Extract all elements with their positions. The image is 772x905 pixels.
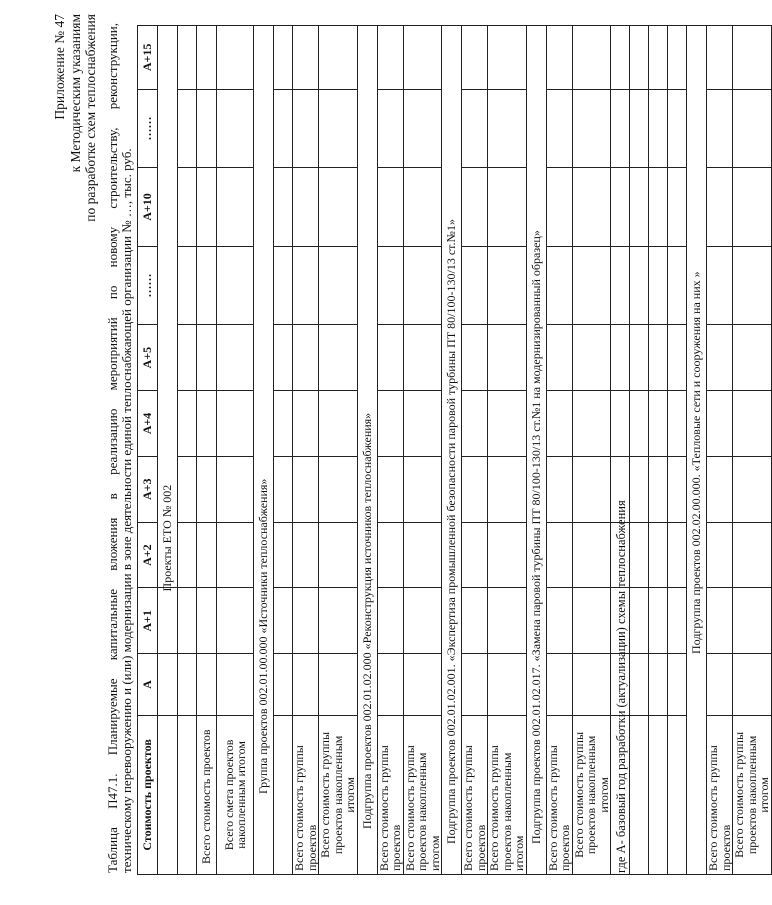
empty-cell — [572, 654, 611, 716]
col-header-ellipsis-1: …… — [138, 246, 158, 325]
investment-table — [137, 25, 772, 875]
empty-cell — [546, 456, 572, 522]
empty-cell — [377, 654, 403, 716]
section-row — [158, 26, 178, 875]
empty-cell — [377, 391, 403, 457]
table-row — [649, 26, 668, 875]
empty-cell — [668, 89, 687, 168]
empty-cell — [733, 588, 772, 654]
empty-cell — [403, 588, 442, 654]
empty-cell — [217, 168, 254, 247]
empty-cell — [274, 522, 293, 588]
empty-cell — [630, 456, 649, 522]
empty-cell — [611, 391, 630, 457]
table-row — [707, 26, 733, 875]
empty-cell — [197, 456, 217, 522]
empty-cell — [293, 26, 319, 90]
empty-cell — [403, 522, 442, 588]
col-header-a: А — [138, 654, 158, 716]
empty-cell — [178, 391, 197, 457]
empty-cell — [462, 168, 488, 247]
row-label: Всего стоимость группы проектов — [546, 715, 572, 874]
empty-cell — [403, 246, 442, 325]
empty-cell — [707, 391, 733, 457]
col-header-a2: А+2 — [138, 522, 158, 588]
empty-cell — [546, 391, 572, 457]
col-header-cost: Стоимость проектов — [138, 715, 158, 874]
section-row — [687, 26, 707, 875]
empty-cell — [668, 456, 687, 522]
empty-cell — [707, 654, 733, 716]
caption-line-1: Таблица П47.1. Планируемые капитальные вложения в реализацию мероприятий по новому строительству, реконструкции, — [105, 23, 120, 873]
empty-cell — [319, 26, 358, 90]
section-eto — [158, 26, 178, 592]
table-row — [630, 26, 649, 875]
empty-cell — [274, 89, 293, 168]
empty-cell — [217, 246, 254, 325]
empty-cell — [178, 89, 197, 168]
empty-cell — [178, 246, 197, 325]
subgroup-001: Подгруппа проектов 002.01.02.001. «Экспертиза промышленной безопасности паровой турбины ПТ 80/100-130/13 ст.№1» — [442, 26, 462, 875]
empty-cell — [546, 168, 572, 247]
empty-cell — [488, 588, 527, 654]
empty-cell — [274, 26, 293, 90]
col-header-a5: А+5 — [138, 325, 158, 391]
empty-cell — [649, 89, 668, 168]
table-row — [377, 26, 403, 875]
empty-cell — [274, 588, 293, 654]
empty-cell — [178, 715, 197, 874]
empty-cell — [274, 325, 293, 391]
subgroup-02: Подгруппа проектов 002.02.00.000. «Тепловые сети и сооружения на них » — [687, 26, 707, 875]
empty-cell — [733, 246, 772, 325]
table-row — [197, 26, 217, 875]
empty-cell — [546, 246, 572, 325]
empty-cell — [197, 26, 217, 90]
empty-cell — [488, 391, 527, 457]
empty-cell — [274, 246, 293, 325]
empty-cell — [403, 325, 442, 391]
empty-cell — [488, 522, 527, 588]
empty-cell — [707, 588, 733, 654]
empty-cell — [649, 654, 668, 716]
empty-cell — [649, 391, 668, 457]
empty-cell — [197, 246, 217, 325]
empty-cell — [733, 654, 772, 716]
empty-cell — [572, 26, 611, 90]
row-label: Всего стоимость группы проектов — [377, 715, 403, 874]
empty-cell — [611, 325, 630, 391]
empty-cell — [178, 654, 197, 716]
empty-cell — [293, 522, 319, 588]
empty-cell — [197, 325, 217, 391]
empty-cell — [630, 89, 649, 168]
empty-cell — [319, 522, 358, 588]
empty-cell — [630, 391, 649, 457]
empty-cell — [158, 715, 178, 874]
empty-cell — [488, 325, 527, 391]
empty-cell — [630, 654, 649, 716]
empty-cell — [319, 588, 358, 654]
empty-cell — [630, 522, 649, 588]
table-row — [319, 26, 358, 875]
empty-cell — [668, 246, 687, 325]
table-row — [546, 26, 572, 875]
table-row — [462, 26, 488, 875]
table-row — [668, 26, 687, 875]
empty-cell — [377, 522, 403, 588]
subgroup-017: Подгруппа проектов 002.01.02.017. «Замена паровой турбины ПТ 80/100-130/13 ст.№1 на модернизированный образец» — [526, 26, 546, 875]
table-row — [217, 26, 254, 875]
empty-cell — [572, 325, 611, 391]
empty-cell — [668, 391, 687, 457]
empty-cell — [611, 246, 630, 325]
empty-cell — [462, 26, 488, 90]
empty-cell — [707, 522, 733, 588]
empty-cell — [630, 246, 649, 325]
empty-cell — [197, 522, 217, 588]
empty-cell — [630, 715, 649, 874]
empty-cell — [293, 654, 319, 716]
empty-cell — [217, 26, 254, 90]
empty-cell — [668, 715, 687, 874]
table-row — [572, 26, 611, 875]
empty-cell — [462, 456, 488, 522]
empty-cell — [274, 456, 293, 522]
empty-cell — [178, 168, 197, 247]
empty-cell — [377, 168, 403, 247]
empty-cell — [649, 588, 668, 654]
empty-cell — [488, 456, 527, 522]
empty-cell — [403, 26, 442, 90]
empty-cell — [319, 456, 358, 522]
empty-cell — [274, 654, 293, 716]
empty-cell — [197, 89, 217, 168]
appendix-ref-1: к Методическим указаниям — [67, 14, 83, 173]
empty-cell — [488, 89, 527, 168]
empty-cell — [733, 522, 772, 588]
row-label: Всего стоимость группы проектов накопленным итогом — [319, 715, 358, 874]
empty-cell — [668, 654, 687, 716]
col-header-a10: А+10 — [138, 168, 158, 247]
table-caption — [106, 23, 134, 873]
empty-cell — [319, 391, 358, 457]
appendix-ref-2: по разработке схем теплоснабжения — [83, 14, 98, 222]
empty-cell — [178, 588, 197, 654]
row-label: Всего стоимость группы проектов накопленным итогом — [572, 715, 611, 874]
empty-cell — [733, 26, 772, 90]
empty-cell — [488, 654, 527, 716]
empty-cell — [611, 168, 630, 247]
table-row — [733, 26, 772, 875]
section-row — [357, 26, 377, 875]
empty-cell — [158, 588, 178, 654]
empty-cell — [293, 588, 319, 654]
empty-cell — [707, 89, 733, 168]
col-header-a3: А+3 — [138, 456, 158, 522]
section-row — [442, 26, 462, 875]
empty-cell — [546, 26, 572, 90]
empty-cell — [293, 391, 319, 457]
empty-cell — [403, 456, 442, 522]
empty-cell — [319, 89, 358, 168]
empty-cell — [668, 26, 687, 90]
appendix-header — [52, 14, 99, 222]
empty-cell — [319, 246, 358, 325]
empty-cell — [197, 168, 217, 247]
row-label: Всего стоимость проектов — [197, 715, 217, 874]
empty-cell — [668, 325, 687, 391]
empty-cell — [572, 391, 611, 457]
empty-cell — [293, 246, 319, 325]
empty-cell — [274, 391, 293, 457]
section-row — [254, 26, 274, 875]
empty-cell — [462, 246, 488, 325]
empty-cell — [630, 168, 649, 247]
empty-cell — [217, 456, 254, 522]
empty-cell — [488, 246, 527, 325]
empty-cell — [668, 588, 687, 654]
empty-cell — [217, 89, 254, 168]
empty-cell — [403, 168, 442, 247]
empty-cell — [649, 246, 668, 325]
empty-cell — [377, 325, 403, 391]
empty-cell — [649, 715, 668, 874]
empty-cell — [217, 391, 254, 457]
row-label: Всего стоимость группы проектов накопленным итогом — [733, 715, 772, 874]
empty-cell — [611, 26, 630, 90]
empty-cell — [572, 456, 611, 522]
empty-cell — [319, 168, 358, 247]
table-row — [178, 26, 197, 875]
empty-cell — [462, 522, 488, 588]
empty-cell — [630, 325, 649, 391]
empty-cell — [707, 26, 733, 90]
empty-cell — [733, 168, 772, 247]
empty-cell — [546, 654, 572, 716]
empty-cell — [546, 588, 572, 654]
row-label: Всего стоимость группы проектов — [293, 715, 319, 874]
row-label: Всего стоимость группы проектов накопленным итогом — [488, 715, 527, 874]
empty-cell — [178, 26, 197, 90]
empty-cell — [217, 522, 254, 588]
empty-cell — [462, 654, 488, 716]
empty-cell — [572, 246, 611, 325]
col-header-a15: А+15 — [138, 26, 158, 90]
empty-cell — [217, 654, 254, 716]
empty-cell — [546, 325, 572, 391]
empty-cell — [733, 89, 772, 168]
caption-line-2: техническому перевооружению и (или) модернизации в зоне деятельности единой теплоснабжающей организации № …, тыс. руб. — [119, 148, 134, 873]
empty-cell — [462, 325, 488, 391]
empty-cell — [572, 522, 611, 588]
empty-cell — [572, 89, 611, 168]
empty-cell — [403, 654, 442, 716]
empty-cell — [274, 168, 293, 247]
empty-cell — [293, 168, 319, 247]
empty-cell — [649, 168, 668, 247]
row-label: Всего стоимость группы проектов накопленным итогом — [403, 715, 442, 874]
empty-cell — [293, 325, 319, 391]
empty-cell — [649, 26, 668, 90]
empty-cell — [293, 456, 319, 522]
table-row — [274, 26, 293, 875]
empty-cell — [572, 588, 611, 654]
empty-cell — [733, 325, 772, 391]
empty-cell — [178, 522, 197, 588]
table-row — [293, 26, 319, 875]
empty-cell — [377, 26, 403, 90]
empty-cell — [462, 391, 488, 457]
empty-cell — [572, 168, 611, 247]
empty-cell — [319, 654, 358, 716]
empty-cell — [377, 246, 403, 325]
empty-cell — [197, 588, 217, 654]
empty-cell — [546, 522, 572, 588]
empty-cell — [319, 325, 358, 391]
empty-cell — [668, 168, 687, 247]
empty-cell — [377, 456, 403, 522]
empty-cell — [611, 89, 630, 168]
col-header-ellipsis-2: …… — [138, 89, 158, 168]
empty-cell — [377, 588, 403, 654]
empty-cell — [707, 456, 733, 522]
empty-cell — [178, 456, 197, 522]
row-label: Всего стоимость группы проектов — [462, 715, 488, 874]
empty-cell — [488, 26, 527, 90]
appendix-number: Приложение № 47 — [52, 14, 67, 120]
empty-cell — [293, 89, 319, 168]
empty-cell — [274, 715, 293, 874]
empty-cell — [649, 456, 668, 522]
empty-cell — [178, 325, 197, 391]
empty-cell — [462, 588, 488, 654]
section-eto-label: Проекты ЕТО № 002 — [160, 484, 175, 592]
empty-cell — [630, 26, 649, 90]
table-row — [403, 26, 442, 875]
subgroup-01-02: Подгруппа проектов 002.01.02.000 «Реконструкция источников теплоснабжения» — [357, 26, 377, 875]
empty-cell — [197, 654, 217, 716]
col-header-a1: А+1 — [138, 588, 158, 654]
row-label: Всего смета проектов накопленным итогом — [217, 715, 254, 874]
empty-cell — [462, 89, 488, 168]
empty-cell — [488, 168, 527, 247]
footnote: где А- базовый год разработки (актуализации) схемы теплоснабжения — [614, 500, 628, 873]
empty-cell — [197, 391, 217, 457]
row-label: Всего стоимость группы проектов — [707, 715, 733, 874]
empty-cell — [668, 522, 687, 588]
empty-cell — [707, 168, 733, 247]
col-header-a4: А+4 — [138, 391, 158, 457]
empty-cell — [630, 588, 649, 654]
empty-cell — [158, 654, 178, 716]
empty-cell — [217, 588, 254, 654]
group-001: Группа проектов 002.01.00.000 «Источники теплоснабжения» — [254, 26, 274, 875]
empty-cell — [649, 522, 668, 588]
table-header-row — [138, 26, 158, 875]
empty-cell — [707, 246, 733, 325]
empty-cell — [403, 89, 442, 168]
empty-cell — [733, 391, 772, 457]
empty-cell — [649, 325, 668, 391]
empty-cell — [733, 456, 772, 522]
empty-cell — [707, 325, 733, 391]
empty-cell — [217, 325, 254, 391]
section-row — [526, 26, 546, 875]
empty-cell — [403, 391, 442, 457]
table-row — [488, 26, 527, 875]
empty-cell — [546, 89, 572, 168]
empty-cell — [377, 89, 403, 168]
